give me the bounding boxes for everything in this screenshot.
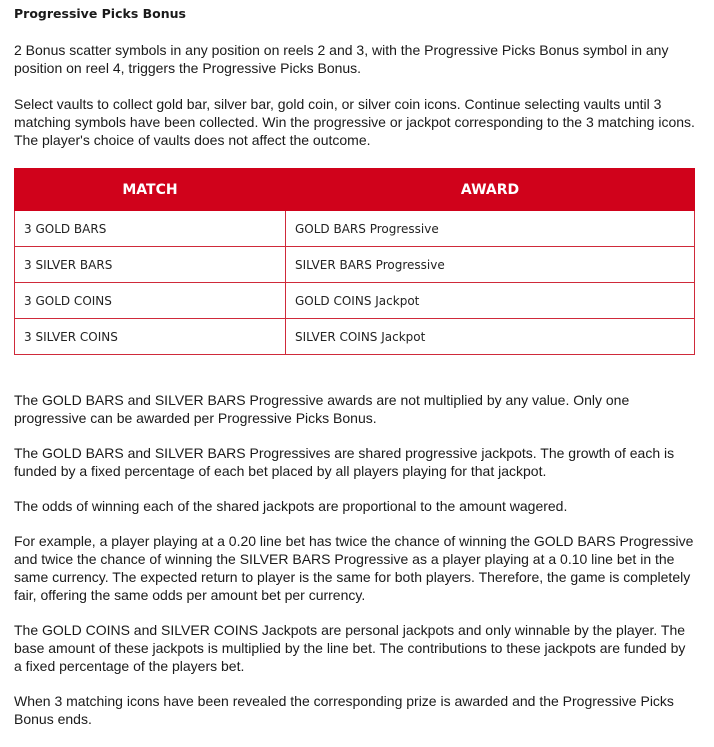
body-paragraph-personal-jackpots: The GOLD COINS and SILVER COINS Jackpots are personal jackpots and only winnable by the player. The base amount of these jackpots is multiplied by the line bet. The contributions to these jackpots are funded by a fixed percentage of the players bet. xyxy=(14,622,686,674)
award-cell: SILVER BARS Progressive xyxy=(286,247,695,283)
match-cell: 3 SILVER COINS xyxy=(15,319,286,355)
award-cell: GOLD COINS Jackpot xyxy=(286,283,695,319)
body-paragraph-odds: The odds of winning each of the shared jackpots are proportional to the amount wagered. xyxy=(14,498,568,514)
match-cell: 3 GOLD BARS xyxy=(15,211,286,247)
body-paragraph-bonus-end: When 3 matching icons have been revealed the corresponding prize is awarded and the Progressive Picks Bonus ends. xyxy=(14,693,674,727)
match-column-header: MATCH xyxy=(15,169,286,211)
intro-paragraph-trigger: 2 Bonus scatter symbols in any position on reels 2 and 3, with the Progressive Picks Bonus symbol in any position on reel 4, triggers the Progressive Picks Bonus. xyxy=(14,42,669,76)
table-row xyxy=(15,247,695,283)
table-row xyxy=(15,319,695,355)
award-cell: GOLD BARS Progressive xyxy=(286,211,695,247)
page-title: Progressive Picks Bonus xyxy=(14,6,186,21)
intro-paragraph-vaults: Select vaults to collect gold bar, silver bar, gold coin, or silver coin icons. Continue selecting vaults until 3 matching symbols have been collected. Win the progressive or jackpot corresponding to the 3 matching icons. The player's choice of vaults does not affect the outcome. xyxy=(14,96,695,148)
award-column-header: AWARD xyxy=(286,169,695,211)
body-paragraph-shared-jackpots: The GOLD BARS and SILVER BARS Progressives are shared progressive jackpots. The growth of each is funded by a fixed percentage of each bet placed by all players playing for that jackpot. xyxy=(14,445,675,479)
table-row xyxy=(15,211,695,247)
match-cell: 3 GOLD COINS xyxy=(15,283,286,319)
award-cell: SILVER COINS Jackpot xyxy=(286,319,695,355)
table-header-row xyxy=(15,169,695,211)
match-award-table xyxy=(14,168,695,355)
body-paragraph-example: For example, a player playing at a 0.20 line bet has twice the chance of winning the GOLD BARS Progressive and twice the chance of winning the SILVER BARS Progressive as a player playing at a 0.10 line bet in the same currency. The expected return to player is the same for both players. Therefore, the game is completely fair, offering the same odds per amount bet per currency. xyxy=(14,533,694,603)
help-page xyxy=(14,0,696,728)
table-row xyxy=(15,283,695,319)
match-cell: 3 SILVER BARS xyxy=(15,247,286,283)
body-paragraph-multiplier: The GOLD BARS and SILVER BARS Progressive awards are not multiplied by any value. Only one progressive can be awarded per Progressive Picks Bonus. xyxy=(14,392,630,426)
